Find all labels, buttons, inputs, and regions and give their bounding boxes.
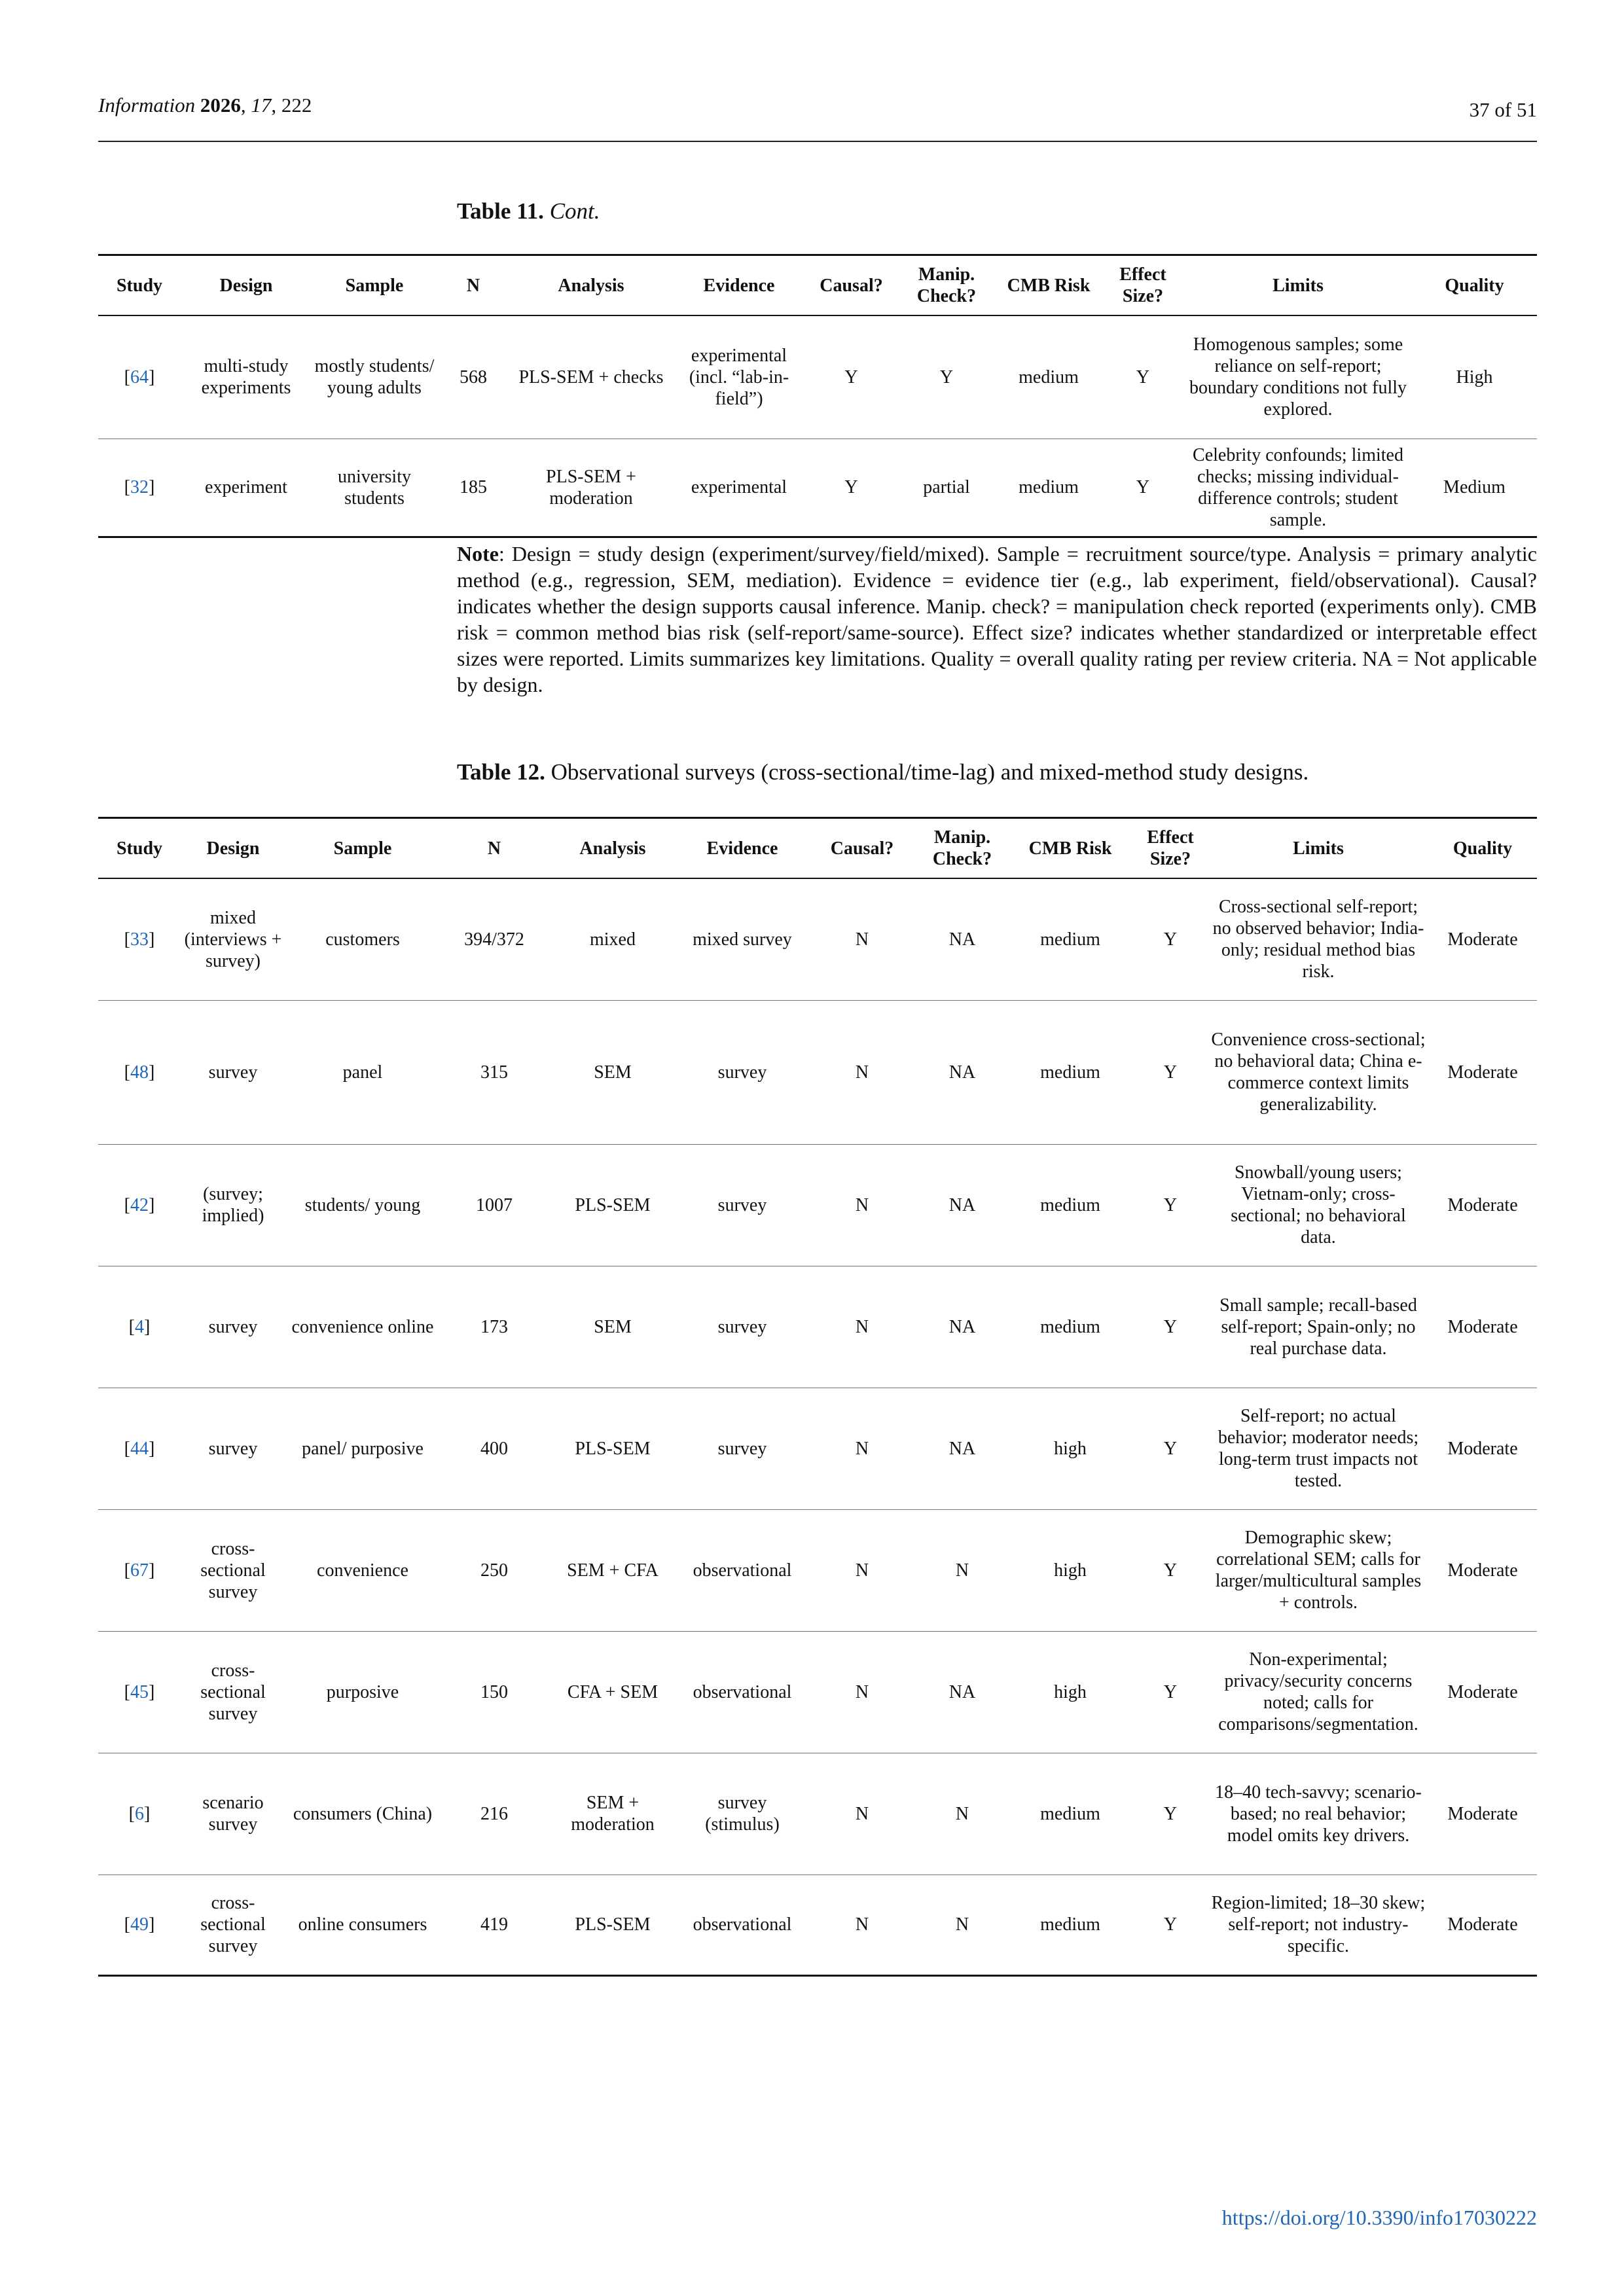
table12-col-analysis: Analysis: [579, 838, 646, 859]
design-cell: survey: [208, 1316, 258, 1337]
n-cell: 315: [480, 1062, 508, 1083]
causal-cell: N: [855, 1560, 869, 1581]
sample-cell: purposive: [326, 1681, 399, 1702]
manip-check-cell: NA: [948, 1316, 976, 1337]
table11-col-effect: Effect Size?: [1119, 264, 1166, 306]
n-cell: 150: [480, 1681, 508, 1702]
cmb-risk-cell: medium: [1040, 1803, 1100, 1824]
evidence-cell: experimental (incl. “lab-in-field”): [689, 345, 789, 409]
quality-cell: Moderate: [1447, 1194, 1518, 1215]
table-row: [98, 315, 1537, 439]
analysis-cell: PLS-SEM + moderation: [546, 466, 636, 509]
causal-cell: N: [855, 1194, 869, 1215]
limits-cell: Convenience cross-sectional; no behavioral data; China e-commerce context limits generalizability.: [1211, 1030, 1426, 1115]
table11-col-evidence: Evidence: [703, 275, 775, 296]
n-cell: 185: [460, 477, 487, 497]
quality-cell: Moderate: [1447, 929, 1518, 950]
analysis-cell: PLS-SEM: [575, 1438, 651, 1459]
causal-cell: N: [855, 929, 869, 950]
citation-link[interactable]: 48: [130, 1062, 149, 1083]
n-cell: 1007: [476, 1194, 513, 1215]
table-row: [98, 878, 1537, 1000]
cmb-risk-cell: medium: [1040, 929, 1100, 950]
effect-size-cell: Y: [1136, 367, 1150, 387]
quality-cell: Moderate: [1447, 1803, 1518, 1824]
journal-name: Information: [98, 94, 196, 117]
table12-col-design: Design: [206, 838, 260, 859]
quality-cell: Moderate: [1447, 1914, 1518, 1935]
citation-link[interactable]: 67: [130, 1560, 149, 1581]
table12-col-quality: Quality: [1453, 838, 1513, 859]
effect-size-cell: Y: [1163, 1438, 1178, 1459]
cmb-risk-cell: high: [1054, 1681, 1087, 1702]
sample-cell: convenience: [317, 1560, 408, 1581]
effect-size-cell: Y: [1163, 1560, 1178, 1581]
cmb-risk-cell: medium: [1019, 477, 1079, 497]
study-cell: [4]: [128, 1316, 151, 1337]
table11-caption: [457, 198, 600, 224]
table12-col-causal: Causal?: [830, 838, 894, 859]
manip-check-cell: NA: [948, 1062, 976, 1083]
table11: [98, 254, 1537, 538]
limits-cell: Small sample; recall-based self-report; Spain-only; no real purchase data.: [1219, 1295, 1417, 1359]
study-cell: [64]: [124, 367, 155, 387]
causal-cell: N: [855, 1062, 869, 1083]
analysis-cell: PLS-SEM: [575, 1914, 651, 1935]
table12-col-study: Study: [116, 838, 163, 859]
sample-cell: customers: [325, 929, 400, 950]
table-row: [98, 439, 1537, 537]
evidence-cell: observational: [693, 1914, 792, 1935]
table-row: [98, 1874, 1537, 1975]
table12-col-n: N: [487, 838, 501, 859]
table12: [98, 817, 1537, 1977]
table12-col-effect: Effect Size?: [1147, 827, 1194, 869]
evidence-cell: observational: [693, 1560, 792, 1581]
manip-check-cell: NA: [948, 1681, 976, 1702]
causal-cell: N: [855, 1438, 869, 1459]
citation-link[interactable]: 42: [130, 1194, 149, 1215]
table-row: [98, 1753, 1537, 1874]
limits-cell: Homogenous samples; some reliance on self-report; boundary conditions not fully explored.: [1189, 334, 1407, 420]
cmb-risk-cell: medium: [1040, 1914, 1100, 1935]
effect-size-cell: Y: [1163, 1914, 1178, 1935]
n-cell: 568: [460, 367, 487, 387]
n-cell: 173: [480, 1316, 508, 1337]
limits-cell: Demographic skew; correlational SEM; calls for larger/multicultural samples + controls.: [1215, 1528, 1422, 1613]
design-cell: survey: [208, 1062, 258, 1083]
table12-label: Table 12.: [457, 759, 545, 785]
citation-link[interactable]: 32: [130, 477, 149, 497]
effect-size-cell: Y: [1163, 929, 1178, 950]
n-cell: 216: [480, 1803, 508, 1824]
effect-size-cell: Y: [1163, 1316, 1178, 1337]
table11-col-manip: Manip. Check?: [916, 264, 977, 306]
cmb-risk-cell: medium: [1040, 1194, 1100, 1215]
sample-cell: panel: [342, 1062, 383, 1083]
note-label: Note: [457, 542, 499, 565]
manip-check-cell: partial: [923, 477, 970, 497]
journal-volume: 17: [251, 94, 272, 117]
limits-cell: Celebrity confounds; limited checks; missing individual-difference controls; student sample.: [1193, 444, 1403, 530]
table11-col-cmb: CMB Risk: [1007, 275, 1091, 296]
citation-link[interactable]: 44: [130, 1438, 149, 1459]
study-cell: [48]: [124, 1062, 155, 1083]
study-cell: [44]: [124, 1438, 155, 1459]
table-row: [98, 1388, 1537, 1509]
limits-cell: Non-experimental; privacy/security concerns noted; calls for comparisons/segmentation.: [1218, 1649, 1418, 1734]
quality-cell: Moderate: [1447, 1316, 1518, 1337]
table12-col-manip: Manip. Check?: [932, 827, 992, 869]
evidence-cell: observational: [693, 1681, 792, 1702]
sample-cell: students/ young: [304, 1194, 421, 1215]
journal-year: 2026: [200, 94, 241, 117]
study-cell: [45]: [124, 1681, 155, 1702]
design-cell: cross-sectional survey: [200, 1660, 266, 1724]
effect-size-cell: Y: [1136, 477, 1150, 497]
table12-col-limits: Limits: [1293, 838, 1344, 859]
table-row: [98, 1144, 1537, 1266]
n-cell: 250: [480, 1560, 508, 1581]
limits-cell: 18–40 tech-savvy; scenario-based; no real behavior; model omits key drivers.: [1215, 1782, 1422, 1846]
analysis-cell: PLS-SEM: [575, 1194, 651, 1215]
causal-cell: Y: [844, 477, 858, 497]
table11-col-analysis: Analysis: [558, 275, 624, 296]
citation-link[interactable]: 49: [130, 1914, 149, 1935]
causal-cell: N: [855, 1316, 869, 1337]
table-row: [98, 1631, 1537, 1753]
manip-check-cell: N: [955, 1914, 969, 1935]
cmb-risk-cell: medium: [1040, 1316, 1100, 1337]
page-number: 37 of 51: [1469, 98, 1537, 121]
table11-col-causal: Causal?: [820, 275, 883, 296]
table12-col-cmb: CMB Risk: [1028, 838, 1112, 859]
sample-cell: online consumers: [298, 1914, 427, 1935]
table11-note: [457, 541, 1537, 698]
evidence-cell: experimental: [691, 477, 787, 497]
design-cell: cross-sectional survey: [200, 1538, 266, 1602]
table11-header-row: [98, 255, 1537, 316]
evidence-cell: survey: [717, 1438, 767, 1459]
doi-link[interactable]: https://doi.org/10.3390/info17030222: [1221, 2206, 1537, 2229]
table12-header-row: [98, 818, 1537, 879]
limits-cell: Region-limited; 18–30 skew; self-report; not industry-specific.: [1211, 1893, 1426, 1956]
analysis-cell: mixed: [590, 929, 636, 950]
cmb-risk-cell: medium: [1019, 367, 1079, 387]
analysis-cell: SEM: [594, 1062, 632, 1083]
effect-size-cell: Y: [1163, 1803, 1178, 1824]
design-cell: scenario survey: [202, 1793, 264, 1835]
manip-check-cell: NA: [948, 1438, 976, 1459]
design-cell: (survey; implied): [202, 1184, 264, 1226]
cmb-risk-cell: high: [1054, 1438, 1087, 1459]
effect-size-cell: Y: [1163, 1681, 1178, 1702]
sample-cell: convenience online: [291, 1316, 434, 1337]
study-cell: [49]: [124, 1914, 155, 1935]
n-cell: 400: [480, 1438, 508, 1459]
header-divider: [98, 141, 1537, 142]
citation-link[interactable]: 4: [135, 1316, 144, 1337]
citation-link[interactable]: 33: [130, 929, 149, 950]
causal-cell: N: [855, 1681, 869, 1702]
evidence-cell: survey (stimulus): [705, 1793, 780, 1835]
design-cell: cross-sectional survey: [200, 1893, 266, 1956]
article-number: 222: [281, 94, 312, 117]
table11-col-limits: Limits: [1272, 275, 1324, 296]
limits-cell: Cross-sectional self-report; no observed behavior; India-only; residual method bias risk.: [1212, 897, 1424, 982]
table-row: [98, 1266, 1537, 1388]
citation-link[interactable]: 64: [130, 367, 149, 387]
effect-size-cell: Y: [1163, 1194, 1178, 1215]
table12-col-evidence: Evidence: [706, 838, 778, 859]
sample-cell: consumers (China): [293, 1803, 433, 1824]
sample-cell: mostly students/ young adults: [314, 356, 435, 399]
table11-col-sample: Sample: [345, 275, 404, 296]
manip-check-cell: NA: [948, 929, 976, 950]
quality-cell: Moderate: [1447, 1681, 1518, 1702]
journal-citation: Information 2026, 17, 222: [98, 94, 312, 117]
cmb-risk-cell: medium: [1040, 1062, 1100, 1083]
quality-cell: Medium: [1443, 477, 1506, 497]
table11-col-n: N: [466, 275, 480, 296]
quality-cell: Moderate: [1447, 1062, 1518, 1083]
limits-cell: Snowball/young users; Vietnam-only; cross-sectional; no behavioral data.: [1231, 1162, 1406, 1247]
table-row: [98, 1509, 1537, 1631]
evidence-cell: survey: [717, 1194, 767, 1215]
note-text: : Design = study design (experiment/survey/field/mixed). Sample = recruitment source/type. Analysis = primary analytic method (e.g., regression, SEM, mediation). Evidence = evidence tier (e.g., lab experiment, field/observational). Causal? indicates whether the design supports causal inference. Manip. check? = manipulation check reported (experiments only). CMB risk = common method bias risk (self-report/same-source). Effect size? indicates whether standardized or interpretable effect sizes were reported. Limits summarizes key limitations. Quality = overall quality rating per review criteria. NA = Not applicable by design.: [457, 542, 1537, 696]
study-cell: [42]: [124, 1194, 155, 1215]
manip-check-cell: N: [955, 1560, 969, 1581]
table11-cont: Cont.: [549, 198, 600, 224]
n-cell: 419: [480, 1914, 508, 1935]
cmb-risk-cell: high: [1054, 1560, 1087, 1581]
analysis-cell: SEM + moderation: [571, 1793, 655, 1835]
citation-link[interactable]: 6: [135, 1803, 144, 1824]
causal-cell: N: [855, 1914, 869, 1935]
manip-check-cell: Y: [939, 367, 954, 387]
limits-cell: Self-report; no actual behavior; moderator needs; long-term trust impacts not tested.: [1218, 1406, 1419, 1491]
analysis-cell: CFA + SEM: [567, 1681, 659, 1702]
design-cell: survey: [208, 1438, 258, 1459]
causal-cell: Y: [844, 367, 858, 387]
table11-col-quality: Quality: [1445, 275, 1504, 296]
citation-link[interactable]: 45: [130, 1681, 149, 1702]
study-cell: [32]: [124, 477, 155, 497]
evidence-cell: survey: [717, 1316, 767, 1337]
table12-title: Observational surveys (cross-sectional/time-lag) and mixed-method study designs.: [550, 759, 1309, 785]
table11-col-study: Study: [116, 275, 163, 296]
table11-label: Table 11.: [457, 198, 544, 224]
quality-cell: Moderate: [1447, 1560, 1518, 1581]
analysis-cell: PLS-SEM + checks: [518, 367, 664, 387]
n-cell: 394/372: [464, 929, 524, 950]
design-cell: mixed (interviews + survey): [184, 907, 282, 971]
evidence-cell: survey: [717, 1062, 767, 1083]
manip-check-cell: N: [955, 1803, 969, 1824]
study-cell: [6]: [128, 1803, 151, 1824]
study-cell: [67]: [124, 1560, 155, 1581]
manip-check-cell: NA: [948, 1194, 976, 1215]
table12-col-sample: Sample: [333, 838, 392, 859]
effect-size-cell: Y: [1163, 1062, 1178, 1083]
design-cell: experiment: [205, 477, 287, 497]
analysis-cell: SEM: [594, 1316, 632, 1337]
table11-col-design: Design: [219, 275, 273, 296]
sample-cell: panel/ purposive: [302, 1438, 424, 1459]
causal-cell: N: [855, 1803, 869, 1824]
quality-cell: Moderate: [1447, 1438, 1518, 1459]
table-row: [98, 1000, 1537, 1144]
quality-cell: High: [1456, 367, 1493, 387]
study-cell: [33]: [124, 929, 155, 950]
design-cell: multi-study experiments: [201, 356, 291, 399]
evidence-cell: mixed survey: [693, 929, 792, 950]
table12-caption: [457, 759, 1308, 785]
analysis-cell: SEM + CFA: [567, 1560, 659, 1581]
sample-cell: university students: [338, 466, 411, 509]
